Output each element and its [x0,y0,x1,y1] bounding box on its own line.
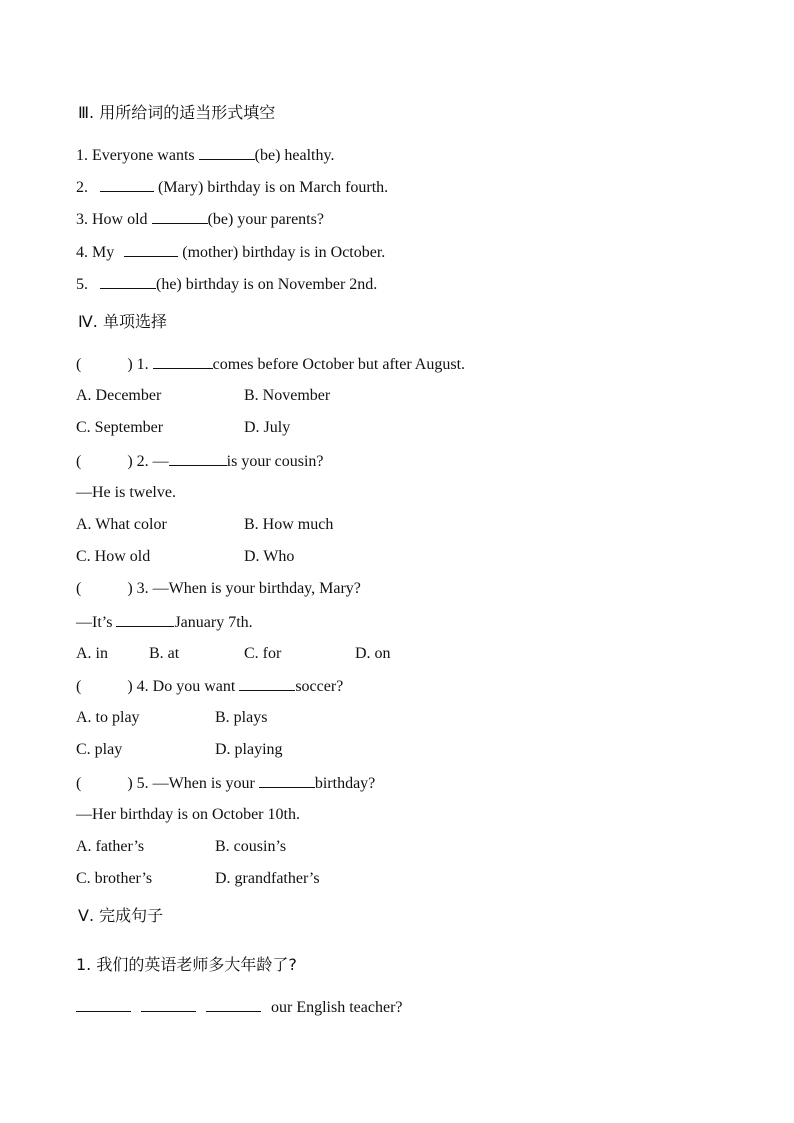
item-text: 3. How old [76,211,152,228]
answer-blank[interactable] [206,997,261,1012]
answer-text: January 7th. [174,614,253,631]
answer-blank[interactable] [100,177,154,192]
answer-blank [169,451,227,466]
sentence-1-answer [76,997,403,1018]
option-c[interactable]: C. September [76,419,164,436]
question-5-answer: —Her birthday is on October 10th. [76,806,300,823]
option-a[interactable]: A. in [76,645,108,662]
sentence-tail: our English teacher? [271,999,403,1016]
item-text: (he) birthday is on November 2nd. [156,276,378,293]
stem-text: ) 4. Do you want [127,678,240,695]
stem-text: soccer? [295,678,344,695]
option-b[interactable]: B. November [244,387,331,404]
fill-item-4 [76,242,385,263]
answer-blank[interactable] [199,145,255,160]
answer-paren[interactable]: ( [76,453,82,470]
answer-blank [239,676,295,691]
option-d[interactable]: D. July [244,419,291,436]
question-1-stem [76,354,465,375]
option-b[interactable]: B. cousin’s [215,838,287,855]
question-3-stem [76,579,361,599]
section-3-heading: Ⅲ. 用所给词的适当形式填空 [78,103,276,122]
item-text: 4. My [76,244,119,261]
stem-text: ) 3. —When is your birthday, Mary? [127,580,361,597]
stem-text: comes before October but after August. [212,356,466,373]
answer-blank [116,612,174,627]
item-text: (Mary) birthday is on March fourth. [154,179,389,196]
option-d[interactable]: D. grandfather’s [215,870,320,887]
sentence-1-prompt: 1. 我们的英语老师多大年龄了? [76,955,297,974]
answer-blank [153,354,213,369]
option-a[interactable]: A. to play [76,709,140,726]
question-5-stem [76,773,375,794]
option-c[interactable]: C. brother’s [76,870,153,887]
question-2-answer: —He is twelve. [76,484,176,501]
fill-item-2 [76,177,388,198]
fill-item-1 [76,145,334,166]
answer-blank[interactable] [124,242,178,257]
question-3-answer [76,612,253,633]
option-b[interactable]: B. How much [244,516,334,533]
fill-item-5 [76,274,377,295]
option-b[interactable]: B. at [149,645,180,662]
item-text: (be) your parents? [207,211,324,228]
item-text: (be) healthy. [254,147,335,164]
answer-blank [259,773,315,788]
answer-paren[interactable]: ( [76,678,82,695]
option-c[interactable]: C. play [76,741,123,758]
option-a[interactable]: A. December [76,387,162,404]
option-d[interactable]: D. Who [244,548,295,565]
section-4-heading: Ⅳ. 单项选择 [78,312,167,331]
fill-item-3 [76,209,324,230]
section-5-heading: Ⅴ. 完成句子 [78,906,164,925]
answer-blank[interactable] [76,997,131,1012]
answer-blank[interactable] [100,274,156,289]
option-d[interactable]: D. on [355,645,391,662]
item-text: 2. [76,179,92,196]
option-a[interactable]: A. father’s [76,838,145,855]
answer-blank[interactable] [141,997,196,1012]
stem-text: ) 5. —When is your [127,775,259,792]
answer-paren[interactable]: ( [76,580,82,597]
stem-text: is your cousin? [226,453,324,470]
question-2-stem [76,451,324,472]
option-b[interactable]: B. plays [215,709,268,726]
item-text: 5. [76,276,92,293]
stem-text: ) 1. [127,356,153,373]
answer-blank[interactable] [152,209,208,224]
question-4-stem [76,676,343,697]
answer-paren[interactable]: ( [76,775,82,792]
option-c[interactable]: C. How old [76,548,151,565]
stem-text: ) 2. — [127,453,169,470]
item-text: (mother) birthday is in October. [178,244,386,261]
stem-text: birthday? [314,775,376,792]
answer-text: —It’s [76,614,117,631]
option-d[interactable]: D. playing [215,741,283,758]
answer-paren[interactable]: ( [76,356,82,373]
option-c[interactable]: C. for [244,645,282,662]
option-a[interactable]: A. What color [76,516,167,533]
item-text: 1. Everyone wants [76,147,199,164]
